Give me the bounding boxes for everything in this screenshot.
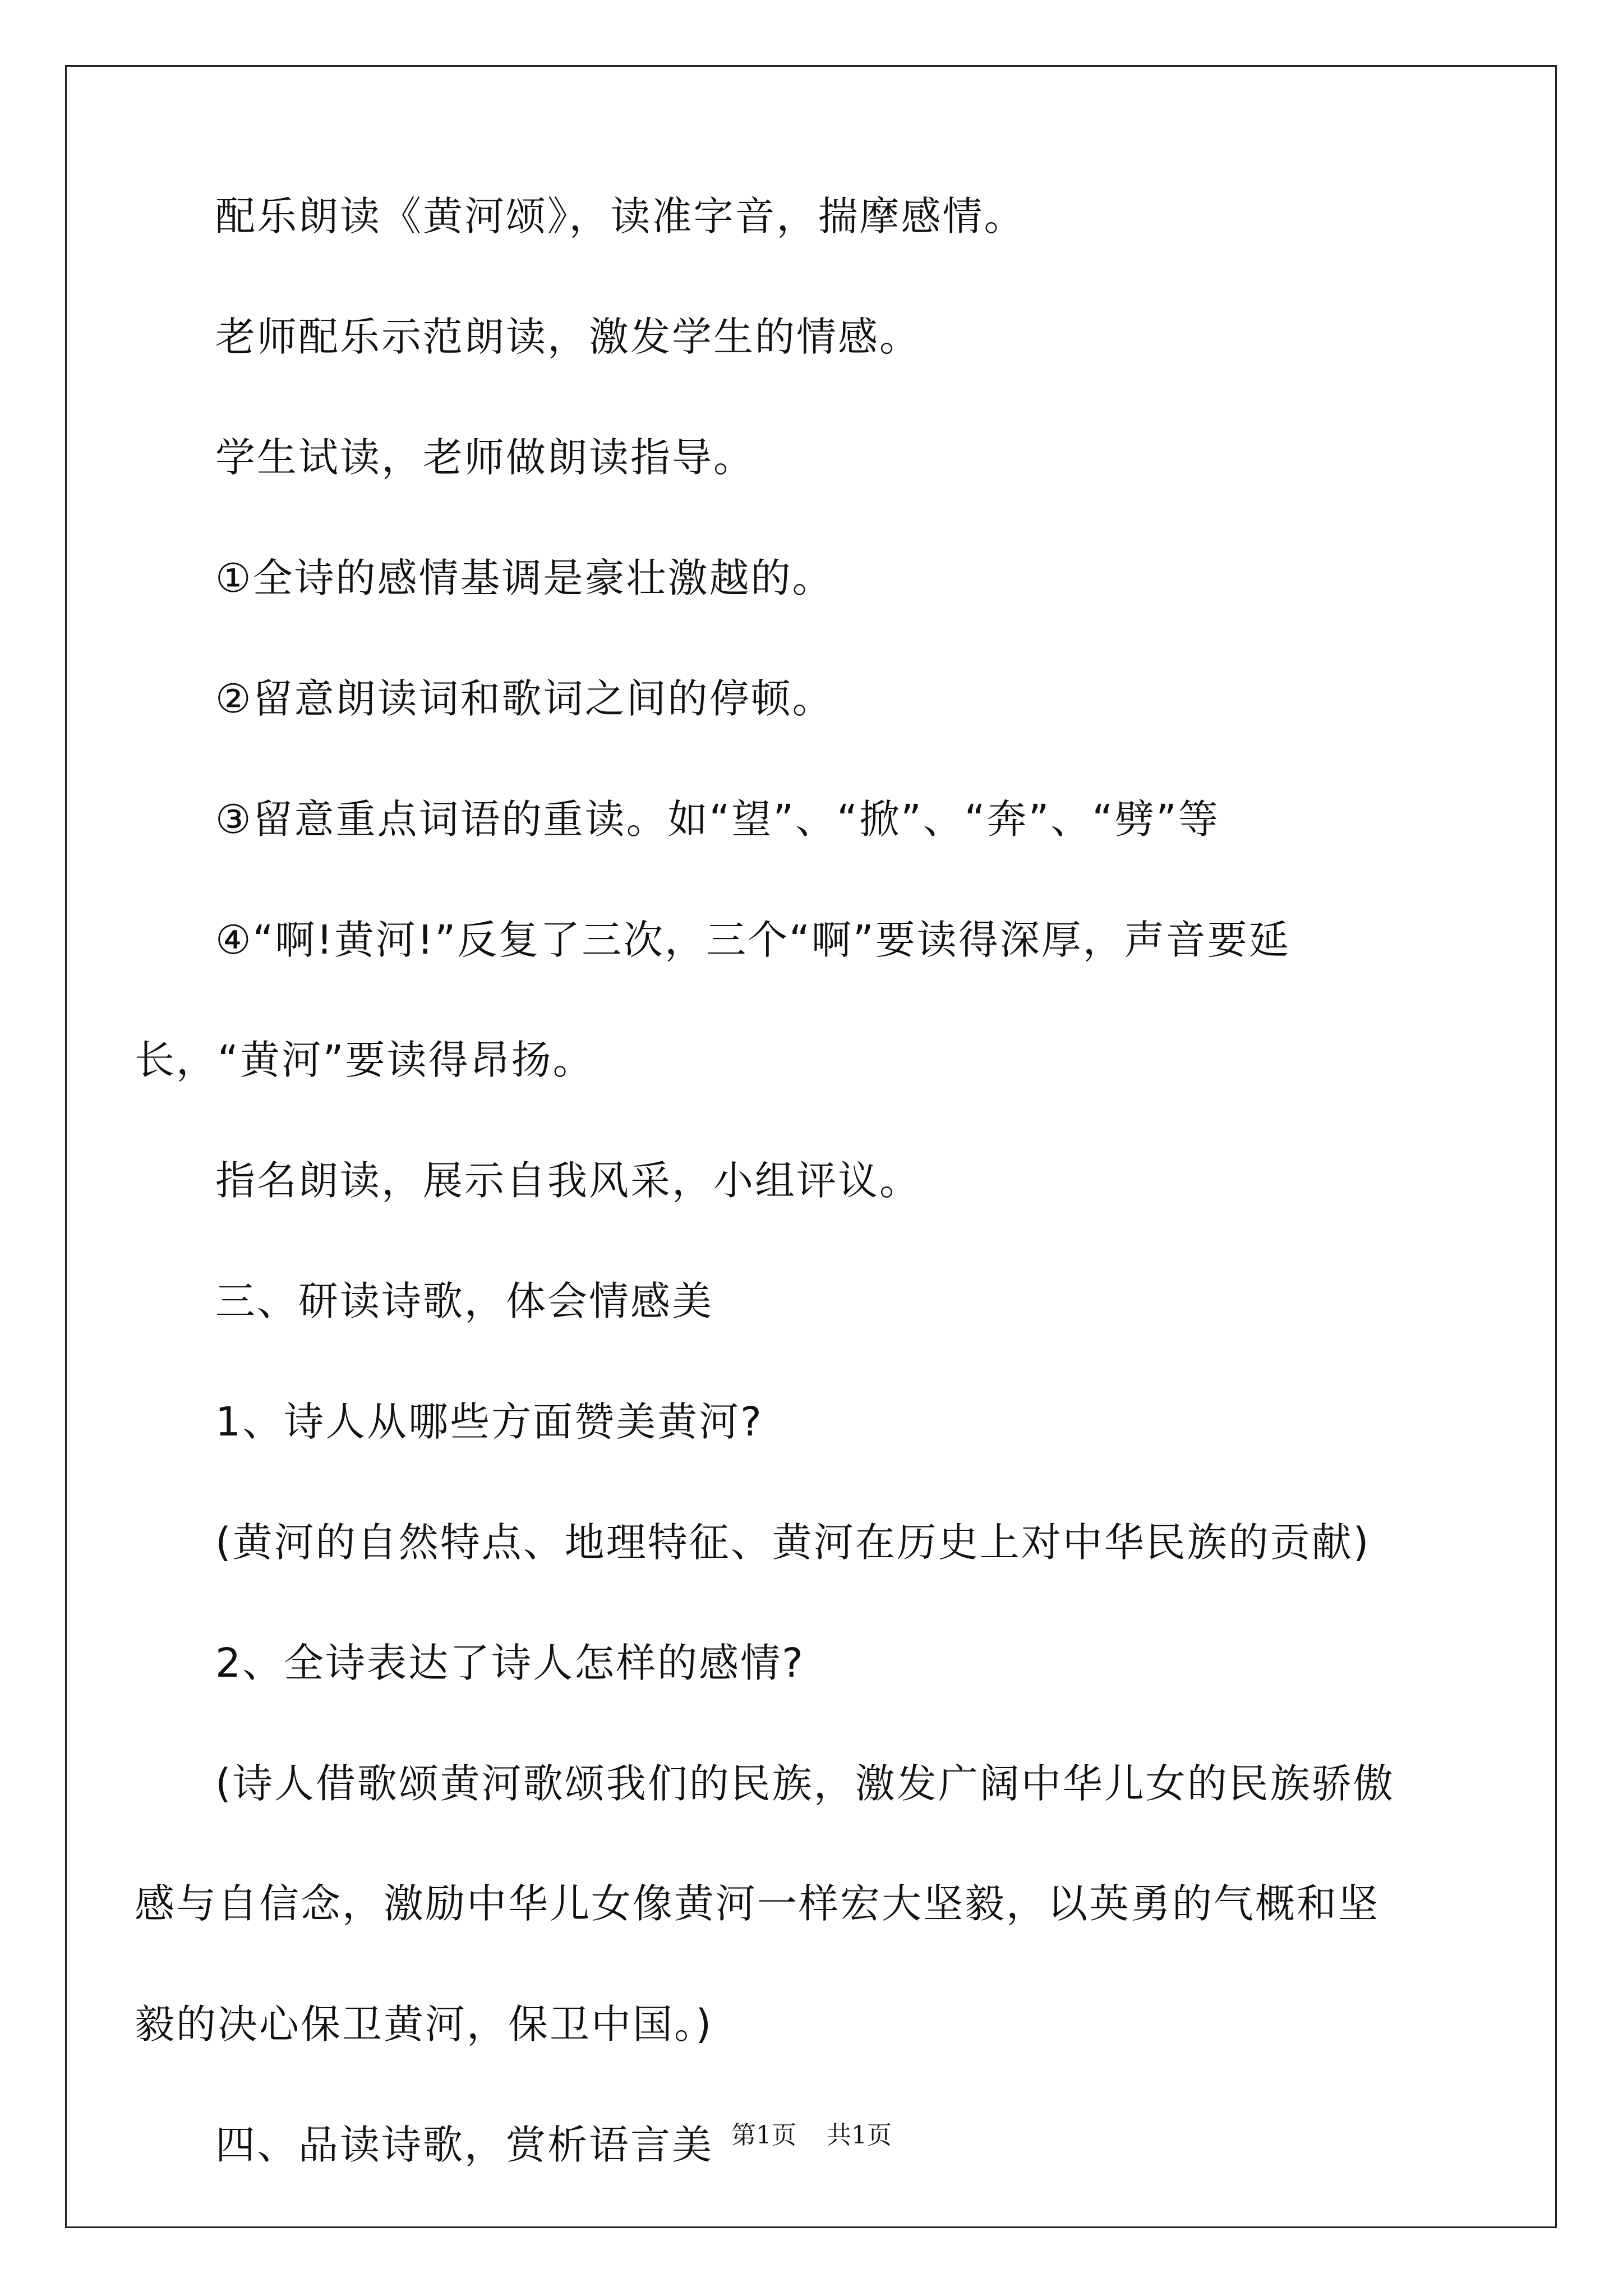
page-number: 第1页 (731, 2121, 796, 2150)
paragraph: ③留意重点词语的重读。如“望”、“掀”、“奔”、“劈”等 (215, 796, 1220, 843)
paragraph: ①全诗的感情基调是豪壮激越的。 (215, 555, 834, 601)
question: 2、全诗表达了诗人怎样的感情? (215, 1640, 805, 1686)
paragraph: 配乐朗读《黄河颂》，读准字音，揣摩感情。 (215, 193, 1026, 240)
answer: (黄河的自然特点、地理特征、黄河在历史上对中华民族的贡献) (215, 1519, 1371, 1566)
section-heading: 三、研读诗歌，体会情感美 (215, 1278, 714, 1324)
paragraph: ②留意朗读词和歌词之间的停顿。 (215, 675, 834, 722)
paragraph: ④“啊!黄河!”反复了三次，三个“啊”要读得深厚，声音要延 (215, 917, 1290, 963)
paragraph: 老师配乐示范朗读，激发学生的情感。 (215, 314, 921, 360)
answer-continuation: 毅的决心保卫黄河，保卫中国。) (135, 2001, 713, 2047)
paragraph-continuation: 长，“黄河”要读得昂扬。 (135, 1037, 594, 1083)
answer: (诗人借歌颂黄河歌颂我们的民族，激发广阔中华儿女的民族骄傲 (215, 1760, 1395, 1807)
page-total: 共1页 (827, 2121, 892, 2150)
section-heading: 四、品读诗歌，赏析语言美 (215, 2122, 714, 2168)
paragraph: 学生试读，老师做朗读指导。 (215, 434, 755, 481)
page-footer (0, 2123, 1623, 2148)
answer-continuation: 感与自信念，激励中华儿女像黄河一样宏大坚毅，以英勇的气概和坚 (135, 1880, 1380, 1927)
paragraph: 指名朗读，展示自我风采，小组评议。 (215, 1157, 921, 1204)
question: 1、诗人从哪些方面赞美黄河? (215, 1398, 763, 1445)
document-body (135, 193, 1458, 2246)
